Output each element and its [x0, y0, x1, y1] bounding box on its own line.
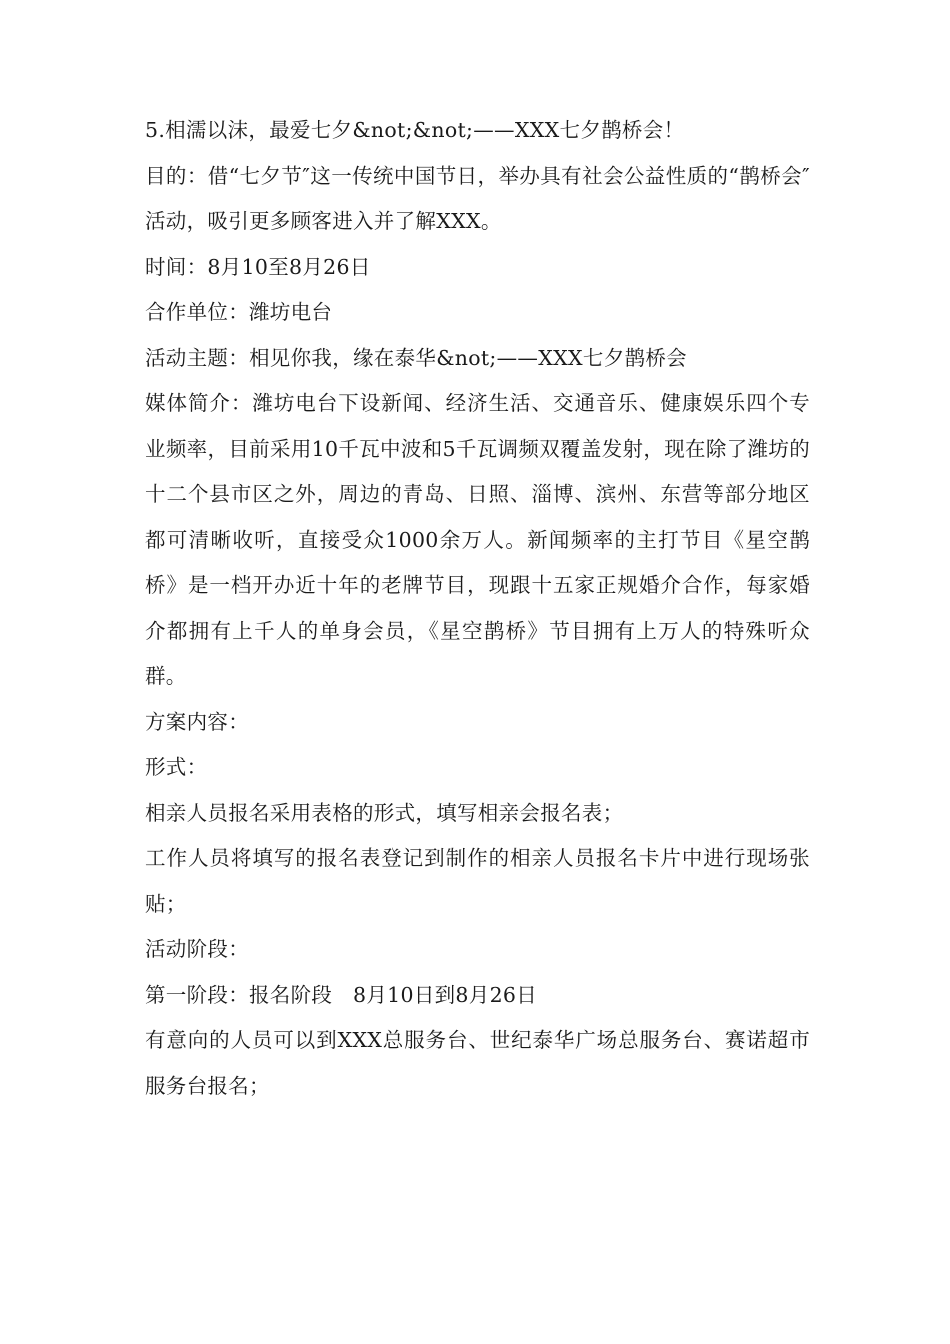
paragraph-registration-form: 相亲人员报名采用表格的形式，填写相亲会报名表； [145, 800, 624, 825]
paragraph-purpose: 目的：借“七夕节″这一传统中国节日，举办具有社会公益性质的“鹊桥会″活动，吸引更多顾客进入并了解XXX。 [145, 163, 810, 233]
document-body [145, 108, 810, 1109]
paragraph-activity-stages: 活动阶段： [145, 937, 249, 961]
paragraph-stage-one: 第一阶段：报名阶段 8月10日到8月26日 [145, 982, 538, 1007]
heading-qixi-event: 5.相濡以沫，最爱七夕&not;&not;——XXX七夕鹊桥会！ [145, 118, 685, 142]
paragraph-partner: 合作单位：潍坊电台 [145, 300, 333, 324]
paragraph-format: 形式： [145, 755, 208, 779]
paragraph-time: 时间：8月10至8月26日 [145, 254, 371, 279]
paragraph-plan-content: 方案内容： [145, 709, 249, 734]
paragraph-theme: 活动主题：相见你我，缘在泰华&not;——XXX七夕鹊桥会 [145, 345, 687, 370]
paragraph-registration-locations: 有意向的人员可以到XXX总服务台、世纪泰华广场总服务台、赛诺超市服务台报名； [145, 1028, 810, 1098]
paragraph-media-intro: 媒体简介：潍坊电台下设新闻、经济生活、交通音乐、健康娱乐四个专业频率，目前采用10千瓦中波和5千瓦调频双覆盖发射，现在除了潍坊的十二个县市区之外，周边的青岛、日照、淄博、滨州、东营等部分地区都可清晰收听，直接受众1000余万人。新闻频率的主打节目《星空鹊桥》是一档开办近十年的老牌节目，现跟十五家正规婚介合作，每家婚介都拥有上千人的单身会员，《星空鹊桥》节目拥有上万人的特殊听众群。 [145, 391, 810, 688]
paragraph-staff-posting: 工作人员将填写的报名表登记到制作的相亲人员报名卡片中进行现场张贴； [145, 846, 810, 916]
